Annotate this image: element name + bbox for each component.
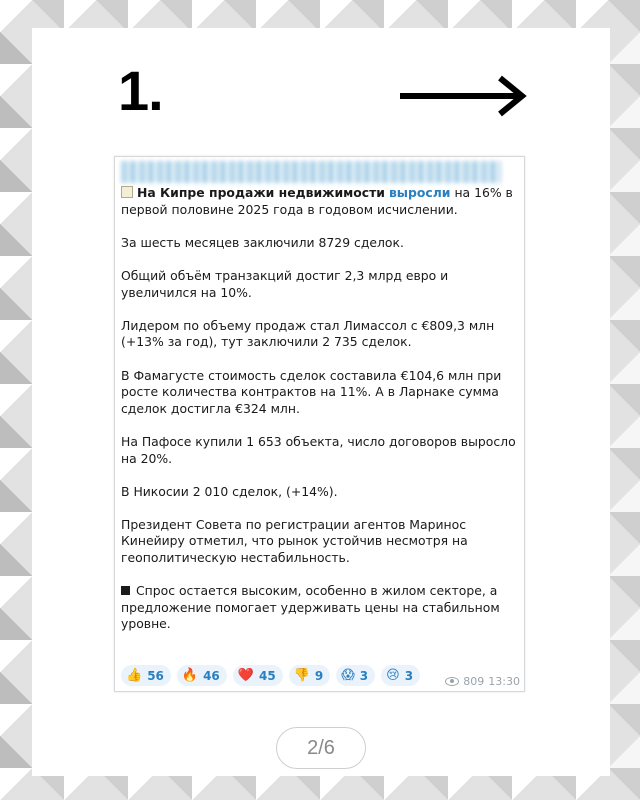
- reaction-fire[interactable]: [177, 665, 227, 686]
- scream-icon: 😱: [341, 668, 355, 683]
- paragraph: Общий объём транзакций достиг 2,3 млрд евро и увеличился на 10%.: [121, 267, 449, 300]
- last-paragraph-text: Спрос остается высоким, особенно в жилом секторе, а предложение помогает удерживать цены на стабильном уровне.: [121, 583, 500, 632]
- paragraph: В Никосии 2 010 сделок, (+14%).: [121, 483, 338, 499]
- reaction-count: 46: [203, 668, 220, 683]
- post-message: [121, 185, 521, 650]
- intro-paragraph: [121, 185, 521, 218]
- reaction-count: 9: [314, 668, 324, 683]
- black-square-icon: [121, 586, 130, 595]
- reaction-scream[interactable]: [336, 665, 375, 686]
- thumbs-down-icon: 👎: [293, 668, 310, 683]
- post-meta: [445, 675, 520, 688]
- paragraph: За шесть месяцев заключили 8729 сделок.: [121, 234, 404, 250]
- reaction-count: 56: [147, 668, 164, 683]
- crying-icon: 😢: [386, 668, 400, 683]
- reaction-count: 45: [258, 668, 276, 683]
- views-count: 809: [463, 675, 485, 688]
- reactions-bar: [121, 665, 420, 686]
- paragraph: Президент Совета по регистрации агентов Маринос Кинейиру отметил, что рынок устойчив несмотря на геополитическую нестабильность.: [121, 516, 468, 566]
- intro-rest: на 16% в первой половине 2025 года в годовом исчислении.: [121, 185, 513, 217]
- paragraph: В Фамагусте стоимость сделок составила €104,6 млн при росте количества контрактов на 11%. А в Ларнаке сумма сделок достигла €324 млн.: [121, 367, 502, 416]
- telegram-post: [114, 156, 525, 692]
- reaction-count: 3: [359, 668, 369, 683]
- paragraph: На Пафосе купили 1 653 объекта, число договоров выросло на 20%.: [121, 433, 516, 466]
- thumbs-up-icon: 👍: [126, 668, 143, 683]
- reaction-thumbs-up[interactable]: [121, 665, 171, 686]
- reaction-count: 3: [404, 668, 414, 683]
- last-paragraph: [121, 583, 521, 633]
- eye-icon: [445, 677, 459, 686]
- step-number: 1.: [118, 59, 163, 122]
- reaction-heart[interactable]: [233, 665, 283, 686]
- reaction-cry[interactable]: [381, 665, 420, 686]
- blurred-channel-header: [121, 161, 501, 183]
- intro-bold: На Кипре продажи недвижимости: [137, 185, 385, 200]
- paragraph: Лидером по объему продаж стал Лимассол с €809,3 млн (+13% за год), тут заключили 2 735 сделок.: [121, 317, 495, 350]
- memo-icon: [121, 186, 133, 198]
- heart-icon: ❤️: [237, 668, 254, 683]
- fire-icon: 🔥: [181, 668, 199, 683]
- arrow-right-icon[interactable]: [398, 74, 528, 118]
- page-indicator[interactable]: 2/6: [276, 727, 366, 769]
- intro-link[interactable]: выросли: [388, 185, 451, 200]
- reaction-thumbs-down[interactable]: [289, 665, 331, 686]
- post-time: 13:30: [488, 675, 520, 688]
